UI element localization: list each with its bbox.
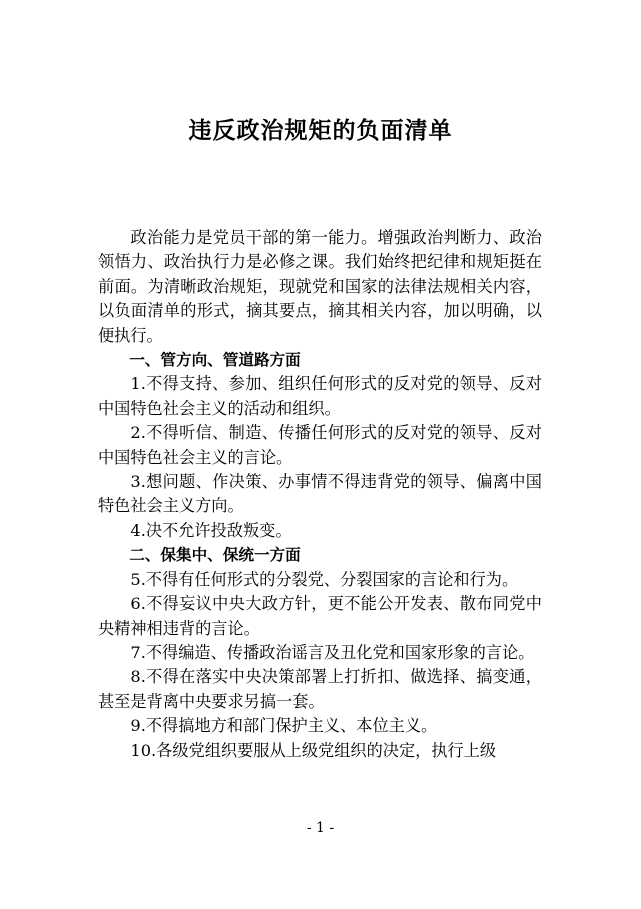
list-item: 7.不得编造、传播政治谣言及丑化党和国家形象的言论。 [130, 642, 535, 662]
list-item: 4.决不允许投敌叛变。 [130, 520, 292, 540]
intro-paragraph: 政治能力是党员干部的第一能力。增强政治判断力、政治领悟力、政治执行力是必修之课。我们始终把纪律和规矩挺在前面。为清晰政治规矩，现就党和国家的法律法规相关内容，以负面清单的形式，摘其要点，摘其相关内容，加以明确，以便执行。 [98, 228, 542, 345]
document-body [98, 226, 542, 763]
section-heading: 二、保集中、保统一方面 [129, 546, 301, 565]
list-item: 10.各级党组织要服从上级党组织的决定，执行上级 [130, 740, 497, 760]
list-item: 1.不得支持、参加、组织任何形式的反对党的领导、反对中国特色社会主义的活动和组织。 [98, 374, 542, 418]
list-item: 5.不得有任何形式的分裂党、分裂国家的言论和行为。 [130, 569, 519, 589]
document-title: 违反政治规矩的负面清单 [188, 118, 453, 144]
section-heading: 一、管方向、管道路方面 [129, 351, 301, 370]
list-item: 3.想问题、作决策、办事情不得违背党的领导、偏离中国特色社会主义方向。 [98, 472, 542, 516]
list-item: 8.不得在落实中央决策部署上打折扣、做选择、搞变通，甚至是背离中央要求另搞一套。 [98, 667, 542, 711]
list-item: 2.不得听信、制造、传播任何形式的反对党的领导、反对中国特色社会主义的言论。 [98, 423, 542, 467]
list-item: 9.不得搞地方和部门保护主义、本位主义。 [130, 716, 438, 736]
list-item: 6.不得妄议中央大政方针，更不能公开发表、散布同党中央精神相违背的言论。 [98, 594, 542, 638]
page-number: - 1 - [306, 820, 335, 836]
